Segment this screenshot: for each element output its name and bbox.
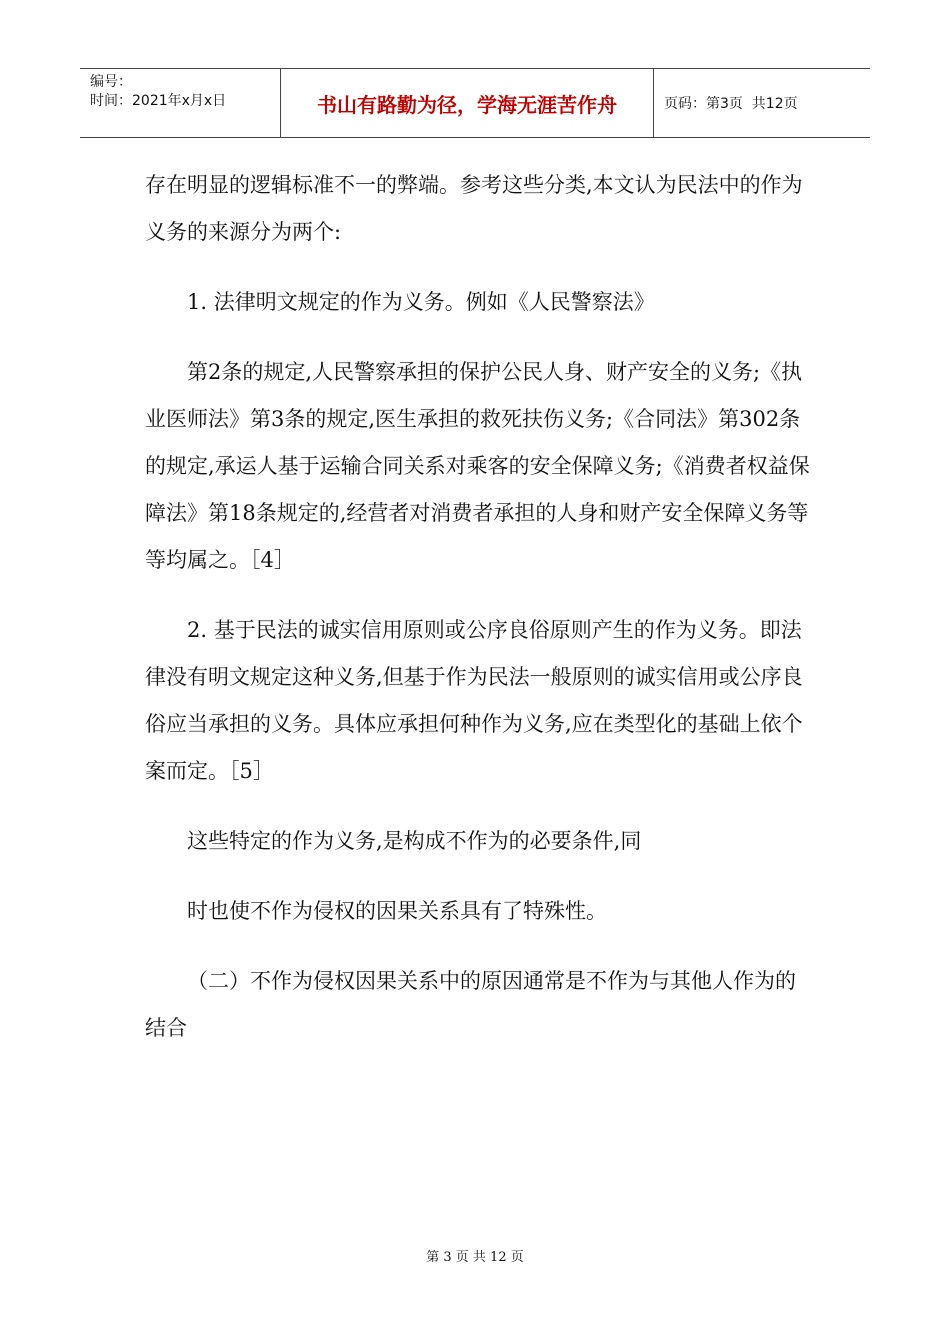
paragraph: 存在明显的逻辑标准不一的弊端。参考这些分类,本文认为民法中的作为义务的来源分为两个: — [145, 173, 803, 244]
document-number-label: 编号： — [90, 74, 132, 90]
paragraph: 第2条的规定,人民警察承担的保护公民人身、财产安全的义务;《执业医师法》第3条的规定,医生承担的救死扶伤义务;《合同法》第302条的规定,承运人基于运输合同关系对乘客的安全保障义务;《消费者权益保障法》第18条规定的,经营者对消费者承担的人身和财产安全保障义务等等均属之。［4］ — [145, 360, 810, 572]
document-body — [145, 162, 810, 1052]
paragraph: 时也使不作为侵权的因果关系具有了特殊性。 — [187, 899, 607, 923]
paragraph: 这些特定的作为义务,是构成不作为的必要条件,同 — [187, 829, 642, 853]
page-header — [80, 68, 870, 138]
paragraph: （二）不作为侵权因果关系中的原因通常是不作为与其他人作为的结合 — [145, 969, 796, 1040]
page-footer: 第 3 页 共 12 页 — [426, 1250, 524, 1265]
header-info-cell — [80, 69, 281, 137]
paragraph: 1. 法律明文规定的作为义务。例如《人民警察法》 — [187, 290, 655, 314]
paragraph: 2. 基于民法的诚实信用原则或公序良俗原则产生的作为义务。即法律没有明文规定这种义务,但基于作为民法一般原则的诚实信用或公序良俗应当承担的义务。具体应承担何种作为义务,应在类型化的基础上依个案而定。［5］ — [145, 618, 803, 783]
document-time-label: 时间：2021年x月x日 — [90, 93, 227, 109]
header-page-label: 页码：第3页 共12页 — [664, 96, 798, 112]
header-motto: 书山有路勤为径，学海无涯苦作舟 — [281, 69, 654, 137]
